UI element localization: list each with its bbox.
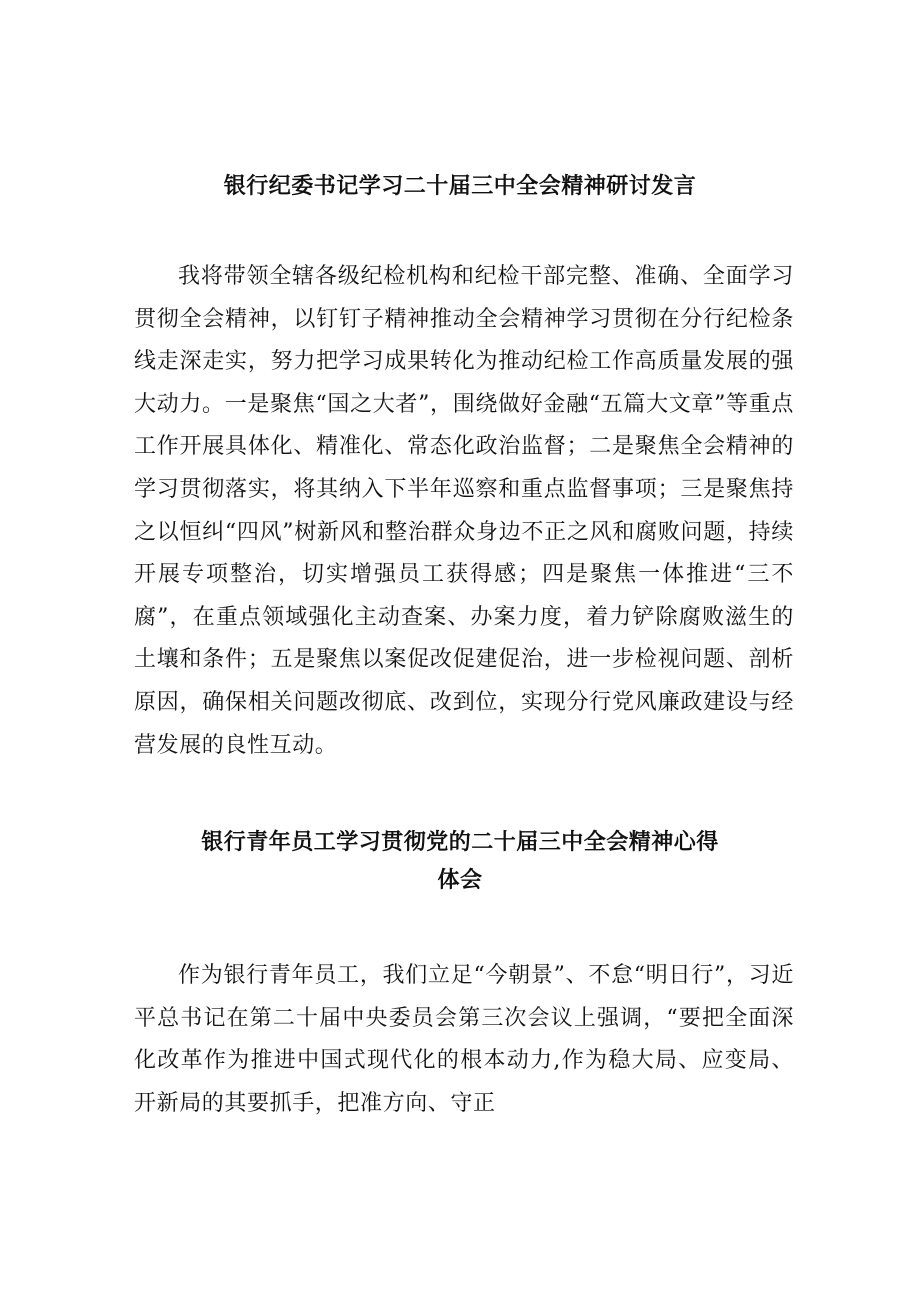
section-2-title-line-1: 银行青年员工学习贯彻党的二十届三中全会精神心得 [201, 830, 719, 855]
section-2-title [0, 824, 920, 900]
section-2-title-line-2: 体会 [437, 868, 483, 893]
section-1-body: 我将带领全辖各级纪检机构和纪检干部完整、准确、全面学习贯彻全会精神，以钉钉子精神推动全会精神学习贯彻在分行纪检条线走深走实，努力把学习成果转化为推动纪检工作高质量发展的强大动力。一是聚焦“国之大者”，围绕做好金融“五篇大文章”等重点工作开展具体化、精准化、常态化政治监督；二是聚焦全会精神的学习贯彻落实，将其纳入下半年巡察和重点监督事项；三是聚焦持之以恒纠“四风”树新风和整治群众身边不正之风和腐败问题，持续开展专项整治，切实增强员工获得感；四是聚焦一体推进“三不腐”，在重点领域强化主动查案、办案力度，着力铲除腐败滋生的土壤和条件；五是聚焦以案促改促建促治，进一步检视问题、剖析原因，确保相关问题改彻底、改到位，实现分行党风廉政建设与经营发展的良性互动。 [134, 264, 794, 758]
section-2-body: 作为银行青年员工，我们立足“今朝景”、不怠“明日行”，习近平总书记在第二十届中央委员会第三次会议上强调，“要把全面深化改革作为推进中国式现代化的根本动力,作为稳大局、应变局、开新局的其要抓手，把准方向、守正 [134, 963, 794, 1116]
section-1-title: 银行纪委书记学习二十届三中全会精神研讨发言 [223, 174, 697, 199]
